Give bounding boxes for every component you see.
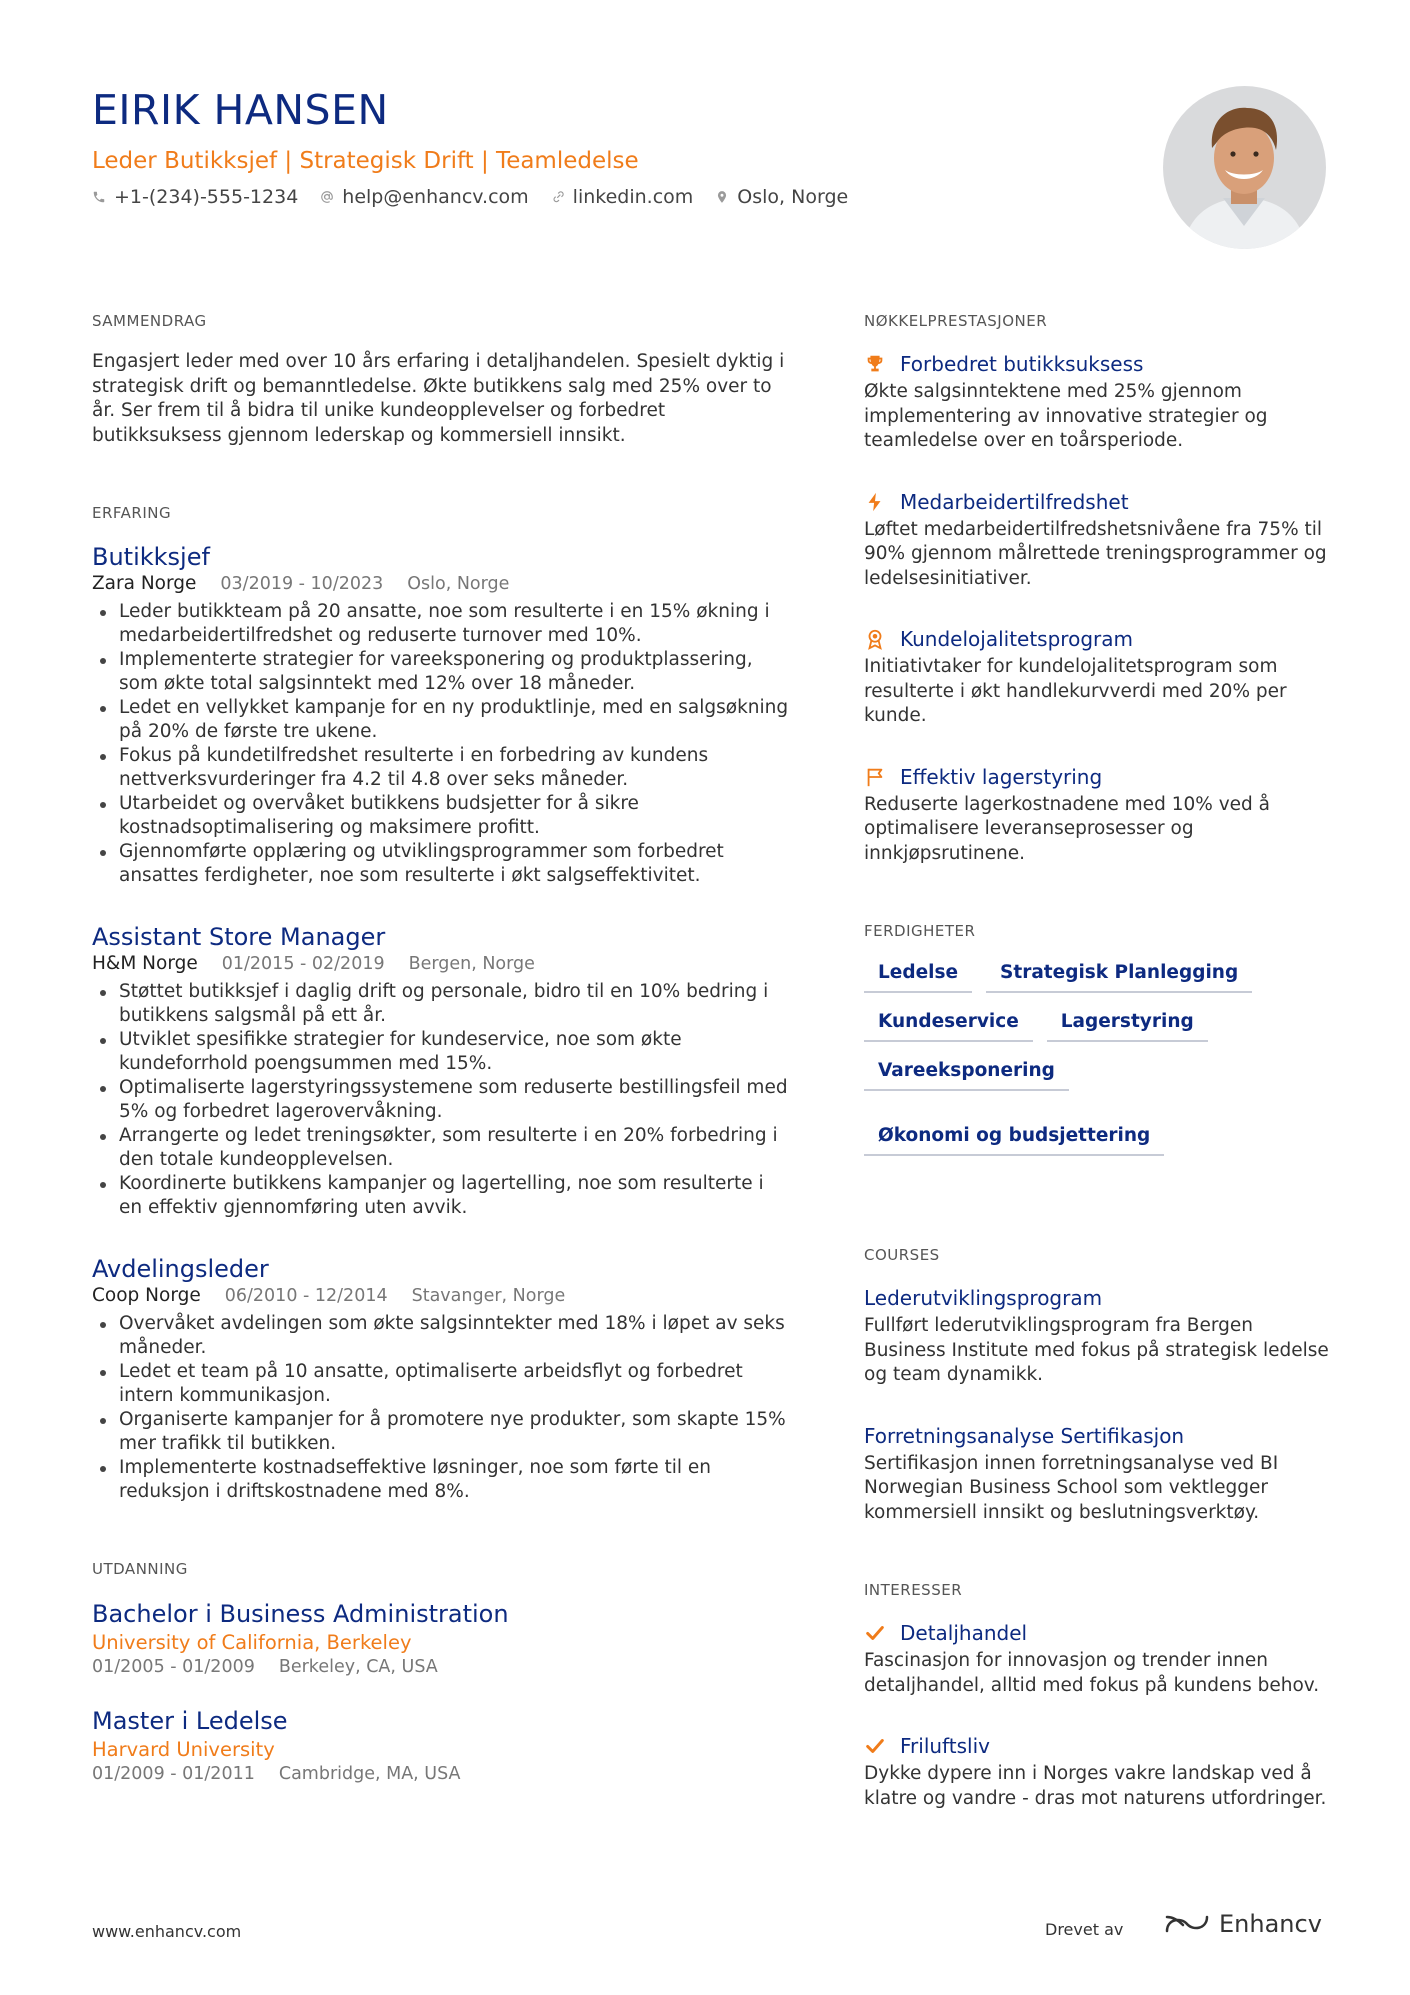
footer-brand-name: Enhancv [1219, 1910, 1322, 1938]
contact-linkedin [551, 186, 694, 208]
education-entry [92, 1598, 792, 1679]
achievement-text: Reduserte lagerkostnadene med 10% ved å optimalisere leveranseprosesser og innkjøpsrutinene. [864, 793, 1270, 864]
job-bullet: Utarbeidet og overvåket butikkens budsjetter for å sikre kostnadsoptimalisering og maksimere profitt. [92, 792, 792, 840]
summary-section [92, 312, 792, 448]
job-dates: 03/2019 - 10/2023 [220, 574, 384, 594]
achievement-item [864, 625, 1334, 729]
achievements-section [864, 312, 1334, 866]
contact-location [715, 186, 848, 208]
footer-brand[interactable] [1163, 1910, 1322, 1938]
achievement-item [864, 350, 1334, 454]
contact-bar [92, 186, 848, 208]
phone-text[interactable]: +1-(234)-555-1234 [114, 186, 299, 208]
education-meta [92, 1762, 792, 1786]
section-title-interests: INTERESSER [864, 1581, 963, 1599]
award-icon [864, 628, 886, 650]
interest-header [864, 1732, 1334, 1760]
checkmark-icon [864, 1735, 886, 1757]
education-school: Harvard University [92, 1738, 275, 1761]
interest-text: Fascinasjon for innovasjon og trender innen detaljhandel, alltid med fokus på kundens behov. [864, 1650, 1320, 1696]
achievement-header [864, 488, 1334, 516]
skill-tag: Ledelse [864, 960, 972, 993]
job-entry [92, 542, 792, 888]
achievement-header [864, 763, 1334, 791]
achievement-header [864, 625, 1334, 653]
achievement-text: Løftet medarbeidertilfredshetsnivåene fra 75% til 90% gjennom målrettede treningsprogrammer og ledelsesinitiativer. [864, 518, 1327, 589]
job-bullet: Organiserte kampanjer for å promotere nye produkter, som skapte 15% mer trafikk til butikken. [92, 1408, 792, 1456]
course-text: Sertifikasjon innen forretningsanalyse ved BI Norwegian Business School som vektlegger kommersiell innsikt og beslutningsverktøy. [864, 1452, 1279, 1523]
skill-tag: Økonomi og budsjettering [864, 1123, 1164, 1156]
job-bullets [92, 600, 792, 888]
course-text: Fullført lederutviklingsprogram fra Bergen Business Institute med fokus på strategisk ledelse og team dynamikk. [864, 1315, 1329, 1385]
section-title-education: UTDANNING [92, 1560, 188, 1578]
job-title: Assistant Store Manager [92, 923, 386, 951]
job-location: Oslo, Norge [407, 574, 510, 594]
interest-title: Detaljhandel [900, 1621, 1028, 1645]
location-text: Oslo, Norge [737, 186, 849, 208]
achievement-title: Forbedret butikksuksess [900, 352, 1144, 376]
job-bullet: Optimaliserte lagerstyringssystemene som reduserte bestillingsfeil med 5% og forbedret lagerovervåkning. [92, 1076, 792, 1124]
experience-section [92, 504, 792, 1504]
skill-tag: Strategisk Planlegging [986, 960, 1252, 993]
skill-tag: Lagerstyring [1047, 1009, 1208, 1042]
job-bullet: Gjennomførte opplæring og utviklingsprogrammer som forbedret ansattes ferdigheter, noe som resulterte i økt salgseffektivitet. [92, 840, 792, 888]
achievement-title: Medarbeidertilfredshet [900, 489, 1129, 514]
section-title-skills: FERDIGHETER [864, 922, 976, 940]
trophy-icon [864, 353, 886, 375]
job-bullets [92, 1312, 792, 1504]
job-company: Coop Norge [92, 1285, 201, 1306]
flag-icon [864, 766, 886, 788]
achievement-text: Økte salgsinntektene med 25% gjennom implementering av innovative strategier og teamledelse over en toårsperiode. [864, 381, 1268, 451]
education-entry [92, 1705, 792, 1786]
job-entry [92, 1254, 792, 1504]
job-bullet: Utviklet spesifikke strategier for kundeservice, noe som økte kundeforrhold poengsummen med 15%. [92, 1028, 792, 1076]
job-bullet: Leder butikkteam på 20 ansatte, noe som resulterte i en 15% økning i medarbeidertilfredshet og reduserte turnover med 10%. [92, 600, 792, 648]
email-text[interactable]: help@enhancv.com [342, 186, 529, 208]
enhancv-logo-icon [1163, 1911, 1211, 1937]
job-bullet: Arrangerte og ledet treningsøkter, som resulterte i en 20% forbedring i den totale kundeopplevelsen. [92, 1124, 792, 1172]
achievement-title: Kundelojalitetsprogram [900, 627, 1133, 651]
candidate-subtitle: Leder Butikksjef | Strategisk Drift | Teamledelse [92, 148, 639, 174]
skills-section [864, 922, 1334, 1156]
education-degree: Bachelor i Business Administration [92, 1600, 509, 1628]
achievement-header [864, 350, 1334, 378]
education-dates: 01/2009 - 01/2011 [92, 1764, 255, 1784]
linkedin-text[interactable]: linkedin.com [572, 186, 694, 208]
job-bullet: Ledet en vellykket kampanje for en ny produktlinje, med en salgsøkning på 20% de første tre ukene. [92, 696, 792, 744]
job-location: Bergen, Norge [408, 954, 535, 974]
job-meta [92, 952, 792, 976]
job-title: Avdelingsleder [92, 1255, 269, 1283]
footer-powered-by: Drevet av [1045, 1920, 1124, 1939]
job-location: Stavanger, Norge [411, 1286, 566, 1306]
job-dates: 06/2010 - 12/2014 [224, 1286, 388, 1306]
course-title: Forretningsanalyse Sertifikasjon [864, 1423, 1185, 1448]
job-company: H&M Norge [92, 953, 198, 974]
lightning-icon [864, 491, 886, 513]
section-title-experience: ERFARING [92, 504, 172, 522]
job-bullet: Implementerte kostnadseffektive løsninger, noe som førte til en reduksjon i driftskostnadene med 8%. [92, 1456, 792, 1504]
avatar [1163, 86, 1326, 249]
education-dates: 01/2005 - 01/2009 [92, 1657, 255, 1677]
education-meta [92, 1655, 792, 1679]
job-bullet: Koordinerte butikkens kampanjer og lagertelling, noe som resulterte i en effektiv gjennomføring uten avvik. [92, 1172, 792, 1220]
skills-list [864, 960, 1304, 1156]
footer-url[interactable]: www.enhancv.com [92, 1922, 242, 1941]
interest-item [864, 1619, 1334, 1698]
achievement-item [864, 763, 1334, 867]
achievement-title: Effektiv lagerstyring [900, 764, 1103, 789]
courses-section [864, 1246, 1334, 1525]
job-meta [92, 572, 792, 596]
at-icon [320, 190, 334, 204]
interest-item [864, 1732, 1334, 1811]
achievement-text: Initiativtaker for kundelojalitetsprogram som resulterte i økt handlekurvverdi med 20% per kunde. [864, 656, 1287, 726]
contact-phone [92, 186, 298, 208]
right-column [864, 312, 1334, 1811]
job-bullet: Implementerte strategier for vareeksponering og produktplassering, som økte total salgsinntekt med 12% over 18 måneder. [92, 648, 792, 696]
job-entry [92, 922, 792, 1220]
contact-email [320, 186, 528, 208]
interests-section [864, 1581, 1334, 1811]
checkmark-icon [864, 1622, 886, 1644]
interest-text: Dykke dypere inn i Norges vakre landskap ved å klatre og vandre - dras mot naturens utfordringer. [864, 1763, 1327, 1809]
course-title: Lederutviklingsprogram [864, 1286, 1103, 1310]
job-meta [92, 1284, 792, 1308]
section-title-achievements: NØKKELPRESTASJONER [864, 312, 1048, 330]
job-title: Butikksjef [92, 543, 210, 571]
education-location: Cambridge, MA, USA [278, 1764, 461, 1784]
job-bullet: Støttet butikksjef i daglig drift og personale, bidro til en 10% bedring i butikkens salgsmål på ett år. [92, 980, 792, 1028]
skill-tag: Vareeksponering [864, 1058, 1069, 1091]
left-column [92, 312, 792, 1786]
course-item [864, 1284, 1334, 1388]
education-location: Berkeley, CA, USA [278, 1657, 438, 1677]
interest-title: Friluftsliv [900, 1734, 990, 1758]
job-bullet: Fokus på kundetilfredshet resulterte i en forbedring av kundens nettverksvurderinger fra 4.2 til 4.8 over seks måneder. [92, 744, 792, 792]
course-item [864, 1422, 1334, 1526]
job-company: Zara Norge [92, 573, 197, 594]
summary-text: Engasjert leder med over 10 års erfaring i detaljhandelen. Spesielt dyktig i strategisk drift og bemanntledelse. Økte butikkens salg med 25% over to år. Ser frem til å bidra til unike kundeopplevelser og forbedret butikksuksess gjennom lederskap og kommersiell innsikt. [92, 351, 785, 446]
interest-header [864, 1619, 1334, 1647]
education-degree: Master i Ledelse [92, 1707, 288, 1735]
phone-icon [92, 190, 106, 204]
education-school: University of California, Berkeley [92, 1631, 412, 1654]
education-section [92, 1560, 792, 1786]
job-dates: 01/2015 - 02/2019 [221, 954, 385, 974]
link-icon [551, 190, 565, 204]
achievement-item [864, 488, 1334, 592]
job-bullets [92, 980, 792, 1220]
section-title-courses: COURSES [864, 1246, 940, 1264]
location-pin-icon [715, 190, 729, 204]
section-title-summary: SAMMENDRAG [92, 312, 207, 330]
skill-tag: Kundeservice [864, 1009, 1033, 1042]
candidate-name: EIRIK HANSEN [92, 86, 389, 134]
job-bullet: Overvåket avdelingen som økte salgsinntekter med 18% i løpet av seks måneder. [92, 1312, 792, 1360]
job-bullet: Ledet et team på 10 ansatte, optimaliserte arbeidsflyt og forbedret intern kommunikasjon. [92, 1360, 792, 1408]
